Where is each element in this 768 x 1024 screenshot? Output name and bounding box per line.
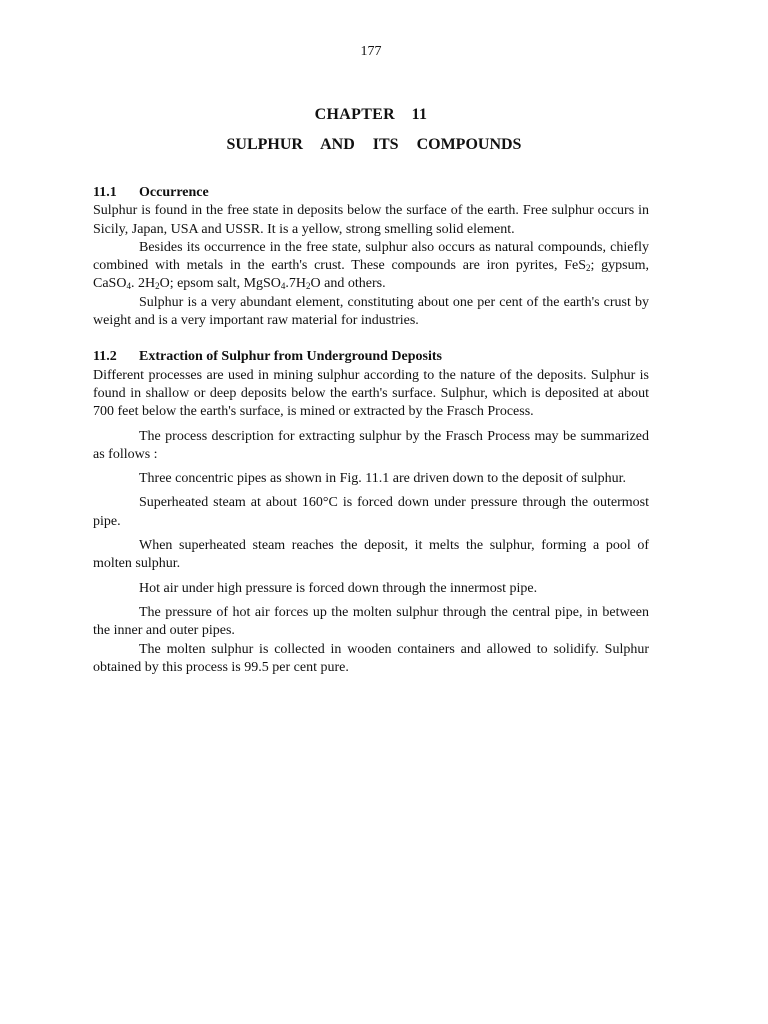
section-title: Occurrence: [139, 185, 209, 200]
section-heading: [93, 348, 649, 366]
paragraph: Sulphur is found in the free state in deposits below the surface of the earth. Free sulphur occurs in Sicily, Japan, USA and USSR. It is a yellow, strong smelling solid element.: [93, 203, 649, 237]
section-number: 11.1: [93, 185, 117, 200]
paragraph: Sulphur is a very abundant element, constituting about one per cent of the earth's crust by weight and is a very important raw material for industries.: [93, 294, 649, 329]
section-heading: [93, 184, 649, 202]
page-body: [93, 184, 649, 677]
paragraph: When superheated steam reaches the deposit, it melts the sulphur, forming a pool of molten sulphur.: [93, 538, 649, 572]
paragraph: Different processes are used in mining sulphur according to the nature of the deposits. Sulphur is found in shallow or deep deposits below the earth's surface. Sulphur, which is deposited at about 700 feet below the earth's surface, is mined or extracted by the Frasch Process.: [93, 367, 649, 420]
paragraph: The molten sulphur is collected in wooden containers and allowed to solidify. Sulphur obtained by this process is 99.5 per cent pure.: [93, 641, 649, 675]
section-number: 11.2: [93, 349, 117, 365]
paragraph: Hot air under high pressure is forced down through the innermost pipe.: [139, 580, 538, 596]
paragraph: The pressure of hot air forces up the molten sulphur through the central pipe, in between the inner and outer pipes.: [93, 604, 649, 639]
paragraph: The process description for extracting sulphur by the Frasch Process may be summarized as follows :: [93, 428, 649, 462]
chapter-title: SULPHUR AND ITS COMPOUNDS: [226, 136, 522, 153]
chapter-label: CHAPTER 11: [314, 106, 428, 123]
paragraph: Superheated steam at about 160°C is forced down under pressure through the outermost pipe.: [93, 495, 649, 529]
paragraph: Three concentric pipes as shown in Fig. 11.1 are driven down to the deposit of sulphur.: [139, 471, 627, 487]
page-number: 177: [360, 44, 382, 59]
paragraph: Besides its occurrence in the free state, sulphur also occurs as natural compounds, chiefly combined with metals in the earth's crust. These compounds are iron pyrites, FeS$_2$; gypsum, CaSO$_4$. $2H_2O$; epsom salt, $MgSO_4.7H_2O$ and others.: [93, 239, 649, 292]
section-title: Extraction of Sulphur from Underground Deposits: [139, 349, 442, 365]
